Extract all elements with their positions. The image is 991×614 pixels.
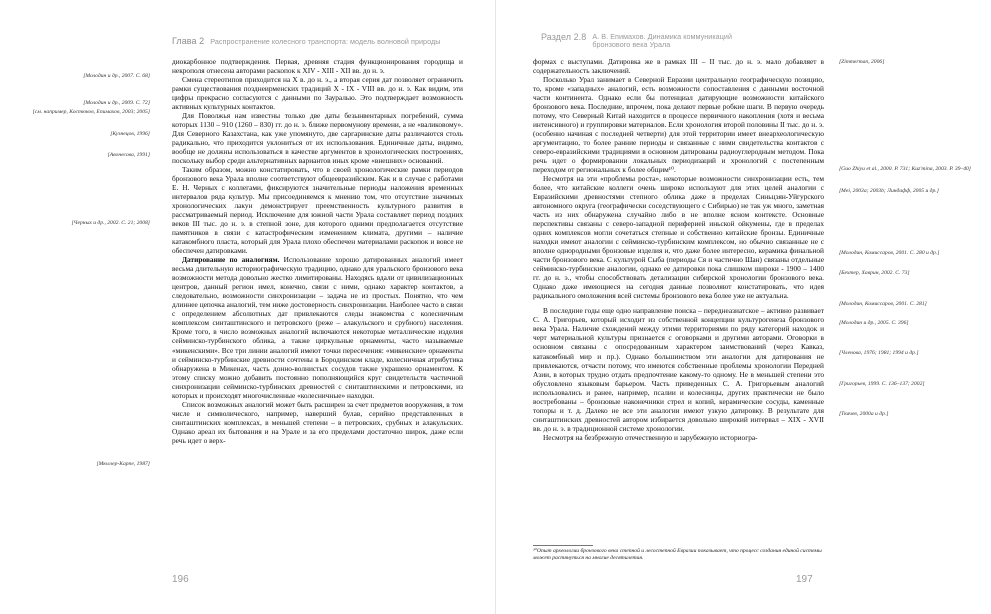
margin-note: [Молодин и др., 2005. С. 396] [839, 320, 909, 326]
margin-note: [Молодин, Комиссаров, 2001. С. 281] [839, 301, 927, 307]
margin-note: [Черных и др., 2002. С. 21; 2008] [71, 220, 150, 226]
margin-note: [Бехтер, Хаврин, 2002. С. 73] [839, 270, 910, 276]
margin-note: [Молодин, Комиссаров, 2001. С. 280 и др.] [839, 250, 940, 256]
footnote-rule [533, 545, 593, 546]
right-body-text [533, 57, 824, 527]
paragraph: формах с выступами. Датировка же в рамках III – II тыс. до н. э. мало добавляет в содержательность заключений. [533, 57, 824, 76]
margin-note: [Guo Zhiyu et al., 2000. P. 731; Kuz'mina, 2003. P. 39–40] [839, 166, 971, 172]
paragraph: Несмотря на эти «проблемы роста», некоторые возможности синхронизации есть, тем более, что китайские коллеги очень широко используют для этих целей аналогии с Евразийскими древностями степного облика даже в пределах Синьцзян-Уйгурского автономного округа (географически соседствующего с Сибирью) не так уж много, заметная часть из них обнаружена случайно либо в не вполне ясном контексте. Основные перспективы связаны с северо-западной периферией иньской ойкумены, где в пределах одних комплексов могли сочетаться степные и собственно китайские бронзы. Единичные находки имеют аналогии с сейминско-турбинским комплексом, но обычно связанные не с вполне однородными бронзовые изделия и, что даже более интересно, керамика финальной части бронзового века. С культурой Сыба (периоды Ся и частично Шан) связаны отдельные сейминско-турбинские аналогии, однако ее датировки пока слишком широки - 1900 – 1400 гг. до н. э., чтобы способствовать детализации сибирской хронологии бронзового века. Однако даже имеющиеся на сегодня данные позволяют констатировать, что идея радикального омоложения всей системы бронзового века более уже не актуальна. [533, 174, 824, 301]
right-section-label: Раздел 2.8 [541, 32, 587, 42]
right-subtitle-line-1: А. В. Епимахов. Динамика коммуникаций [592, 32, 733, 41]
margin-note: [Авонесова, 1991] [107, 152, 150, 158]
margin-note: [Ткачев, 2000а и др.] [839, 411, 889, 417]
left-chapter-label: Глава 2 [172, 36, 205, 46]
footnote: ¹⁰Опыт археологии бронзового века степной и лесостепной Евразии показывает, что процесс создания единой системы может растянуться на многие десятилетия. [533, 548, 822, 561]
paragraph: Несмотря на безбрежную отечественную и зарубежную историогра- [543, 432, 758, 442]
paragraph-lead-heading: Датирование по аналогиям. [182, 255, 280, 265]
margin-note: [Mei, 2003a; 2003b; Линдафф, 2005 и др.] [839, 188, 939, 194]
margin-note: [Мюллер-Карпе, 1987] [96, 461, 150, 467]
margin-note: [Кузнецов, 1996] [110, 131, 150, 137]
left-page [0, 0, 495, 614]
margin-note: [Молодин и др., 2007. С. 68] [83, 73, 150, 79]
right-page-number: 197 [796, 574, 813, 585]
right-section-subtitle [592, 33, 732, 49]
left-body-text [172, 57, 463, 567]
paragraph: диокарбонное подтверждения. Первая, древняя стадия функционирования городища и некрополя отнесена авторами раскопок к XIV - XIII - XII вв. до н. э. [172, 57, 463, 76]
paragraph: Список возможных аналогий может быть расширен за счет предметов вооружения, в том числе и символического, например, наверший булав, серийно представленных в синташтинских комплексах, в меньшей степени – в петровских, срубных и алакульских. Однако ареал их бытования и на Урале и за его пределами достаточно широк, даже если речь идет о верх- [172, 399, 463, 445]
right-subtitle-line-2: бронзового века Урала [592, 40, 671, 49]
paragraph: Таким образом, можно констатировать, что в своей хронологические рамки периодов бронзового века Урала вполне соответствуют общеевразийским. Как и в случае с работами Е. Н. Черных с коллегами, фиксируются значительные периоды наложения временных интервалов ряда культур. Мы присоединяемся к мнению том, что отсутствие значимых хронологических лакун демонстрирует преемственность культурного развития в рассматриваемый период. Исключение для южной части Урала составляет период поздних веков III тыс. до н. э. в степной зоне, для которого одними предполагается отсутствие памятников в связи с катастрофическим изменением климата, другими – наличие катакомбного пласта, который для Урала плохо обеспечен материалами раскопок и вовсе не обеспечен датировками. [172, 165, 463, 256]
right-page [496, 0, 991, 614]
margin-note: [Григорьев, 1999. С. 136–137; 2002] [839, 381, 925, 387]
left-running-header [172, 36, 440, 46]
paragraph: В последние годы еще одно направление поиска – переднеазиатское – активно развивает С. А. Григорьев, который исходит из собственной концепции культурогенеза бронзового века Урала. Наличие схождений между этими территориями по ряду категорий находок и черт материальной культуры признается с оговорками и другими авторами. Оговорки в основном связаны с опосредованным характером заимствований (через Кавказ, катакомбный мир и пр.). Однако большинством эти аналогии для датирования не привлекаются, отчасти потому, что имеются собственные проблемы хронологии Передней Азии, в которых трудно отдать предпочтение какому-то одному. Не в меньшей степени это обусловлено языковым барьером. Часть приведенных С. А. Григорьевым аналогий использовались и ранее, например, псалии и колесницы, других практически не было востребованы – бронзовые наконечники стрел и копий, керамические сосуды, каменные топоры и т. д. Далеко не все эти аналогии имеют узкую датировку. В результате для синташтинских древностей автором избирается довольно широкий интервал – XIX - XVII вв. до н. э. в традиционной системе хронологии. [533, 306, 824, 433]
margin-note: [Членова, 1976; 1981; 1994 и др.] [839, 350, 919, 356]
paragraph: Смена стереотипов приходится на X в. до н. э., а вторая серия дат позволяет ограничить рамки существования позднеирменских традиций X - IX - VIII вв. до н. э. Как видим, эти цифры прекрасно согласуются с данными по Зауралью. Это подтверждает возможность активных культурных контактов. [172, 75, 463, 112]
left-chapter-title: Распространение колесного транспорта: модель волновой природы [210, 37, 441, 46]
margin-note: [Zimmerman, 2006] [839, 59, 885, 65]
margin-note: [Молодин и др., 2009. С. 72] [83, 100, 150, 106]
right-running-header [541, 33, 732, 49]
paragraph: Для Поволжья нам известны только две даты безынвентарных погребений, сумма которых 1130 – 910 (1260 – 830) гг. до н. э. ближе первомунову времени, а не «валиковому». Для Северного Казахстана, как уже упомянуто, две саргаринские даты различаются столь радикально, что приходится уклониться от их использования. Единичные даты, видимо, вообще не должны использоваться в качестве аргументов в хронологических построениях, поскольку выбор среди альтернативных вариантов иных кроме «внешних» оснований. [172, 111, 463, 166]
margin-note: [см. например, Костюков, Епимахов, 2003; 2005] [32, 109, 150, 115]
paragraph-bold-lead: Датирование по аналогиям. Использование хорошо датированных аналогий имеет весьма длительную историографическую традицию, однако для уральского бронзового века возможности метода довольно жестко лимитированы. Находясь вдали от цивилизационных центров, данный регион имел, конечно, связи с ними, однако характер контактов, а следовательно, возможности синхронизации – задача не из простых. Понятно, что чем длиннее цепочка аналогий, тем ниже достоверность синхронизации. Наиболее часто в связи с определением абсолютных дат привлекаются следы знакомства с колесничным комплексом синташтинского и петровского (реже – алакульского и срубного) населения. Кроме того, в число возможных аналогий включаются некоторые металлические изделия сейминско-турбинского облика, а также циркульные орнаменты, часто называемые «микенскими». Все три линии аналогий имеют точки пересечения: «микенские» орнаменты и сейминско-турбинские древности сочтены в Бородинском кладе, колесничная атрибутика обнаружена в Микенах, часть донно-волнистых сосудов также украшено орнаментом. К этому списку можно добавить постоянно пополняющийся круг свидетельств частичной синхронизации сейминско-турбинских древностей с синташтинскими и петровскими, из которых и происходят многочисленные «колесничные» находки. [172, 255, 463, 400]
paragraph: Посколько Урал занимает в Северной Евразии центральную географическую позицию, то, кроме «западных» аналогий, есть возможности сопоставления с данными восточной части континента. Однако если бы потенциал датирующие возможности китайского бронзового века. Последние, впрочем, пока делают первые робкие шаги. В первую очередь потому, что Северный Китай находится в процессе первичного накопления (хотя и весьма интенсивного) и группировки материалов. Если хронология второй половины II тыс. до н. э. (особенно начиная с последней четверти) для этой территории имеет внеархеологическую аргументацию, то более ранние периоды и связанные с ними свидетельства контактов с северо-евразийскими традициями в основном датированы радиоуглеродным методом. Пока речь идет о формировании локальных периодизаций и хронологий с постепенным переходом от региональных к более общим¹⁰. [533, 75, 824, 175]
left-page-number: 196 [172, 574, 189, 585]
